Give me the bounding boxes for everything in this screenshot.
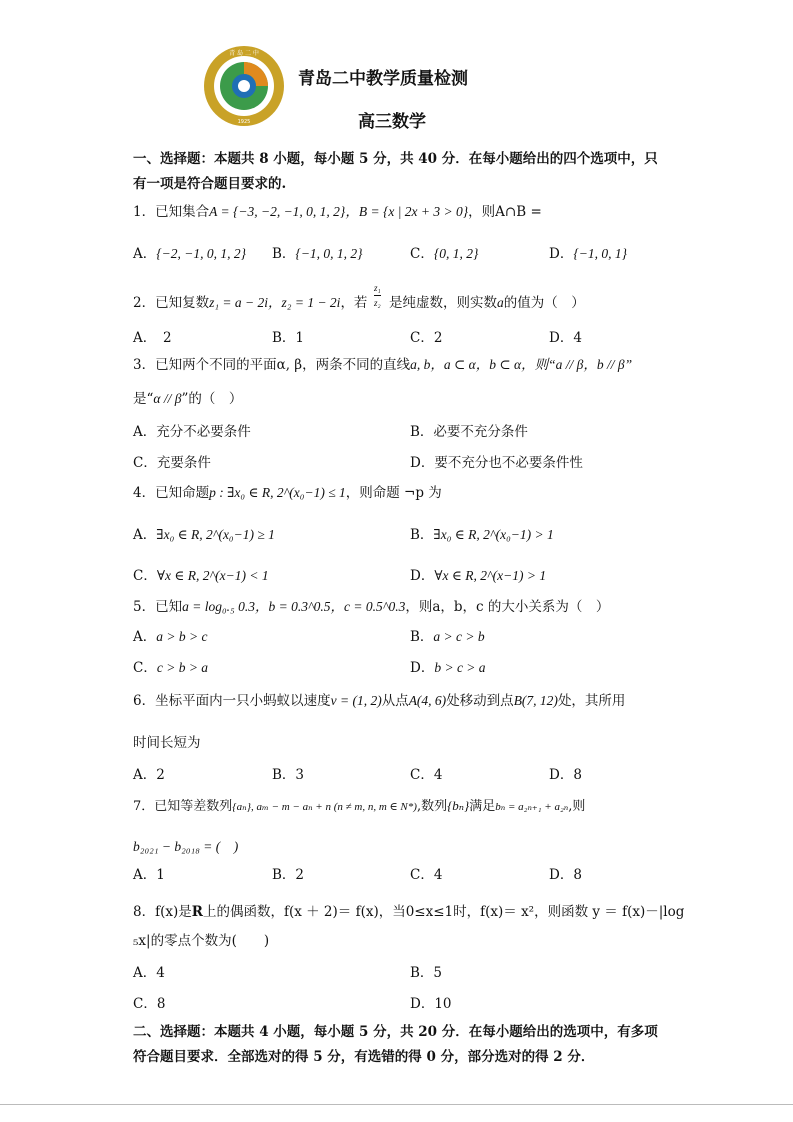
q1-stem-text: 1．已知集合	[133, 204, 210, 220]
q6-line2: 时间长短为	[133, 735, 201, 751]
q2-tail: 是纯虚数，则实数a的值为（ ）	[389, 295, 585, 311]
q4-option-d: D．∀x ∈ R, 2^(x−1) > 1	[410, 568, 547, 584]
q2-fraction: z₁ z₂	[374, 283, 381, 308]
q7-option-d: D．8	[549, 867, 582, 883]
q1-option-b: B．{−1, 0, 1, 2}	[272, 246, 363, 262]
q2-stem: 2．已知复数z₁ = a − 2i，z₂ = 1 − 2i，若	[133, 295, 368, 311]
q1-option-d: D．{−1, 0, 1}	[549, 246, 627, 262]
q8-option-b: B．5	[410, 965, 443, 981]
logo-top-text: 青 岛 二 中	[229, 50, 259, 57]
page-title: 青岛二中教学质量检测	[298, 69, 468, 89]
q1-option-c: C．{0, 1, 2}	[410, 246, 479, 262]
school-logo-icon	[202, 44, 286, 128]
q6-option-a: A．2	[133, 767, 165, 783]
q2-option-b: B．1	[272, 330, 305, 346]
q2-option-a: A． 2	[133, 330, 172, 346]
q5-option-d: D．b > c > a	[410, 660, 486, 676]
q4-option-c: C．∀x ∈ R, 2^(x−1) < 1	[133, 568, 269, 584]
q7-option-a: A．1	[133, 867, 165, 883]
q2-option-d: D．4	[549, 330, 582, 346]
q4-stem: 4．已知命题p : ∃x₀ ∈ R, 2^(x₀−1) ≤ 1，则命题 ¬p 为	[133, 485, 442, 501]
q3-option-d: D．要不充分也不必要条件性	[410, 455, 583, 471]
page-bottom-rule	[0, 1104, 793, 1105]
q5-option-c: C．c > b > a	[133, 660, 209, 676]
q1-option-a: A．{−2, −1, 0, 1, 2}	[133, 246, 247, 262]
q2-option-c: C．2	[410, 330, 443, 346]
q3-option-c: C．充要条件	[133, 455, 211, 471]
q3-line2: 是“α // β”的（ ）	[133, 391, 243, 407]
q1-setB: ，B = {x | 2x + 3 > 0}	[345, 204, 469, 219]
section2-line2: 符合题目要求．全部选对的得 5 分，有选错的得 0 分，部分选对的得 2 分．	[133, 1049, 595, 1065]
q7-option-c: C．4	[410, 867, 443, 883]
q1-setA: A = {−3, −2, −1, 0, 1, 2}	[209, 204, 346, 219]
q1-stem	[133, 200, 542, 220]
q3-option-b: B．必要不充分条件	[410, 424, 528, 440]
section1-line1: 一、选择题：本题共 8 小题，每小题 5 分，共 40 分．在每小题给出的四个选项中，只	[133, 151, 658, 167]
section1-line2: 有一项是符合题目要求的.	[133, 176, 287, 192]
q8-option-d: D．10	[410, 996, 452, 1012]
q8-line2: ₅x|的零点个数为( )	[133, 933, 270, 949]
q6-option-d: D．8	[549, 767, 582, 783]
q4-option-a: A．∃x₀ ∈ R, 2^(x₀−1) ≥ 1	[133, 527, 275, 543]
section2-line1: 二、选择题：本题共 4 小题，每小题 5 分，共 20 分．在每小题给出的选项中，有多项	[133, 1024, 658, 1040]
q8-option-a: A．4	[133, 965, 165, 981]
q8-line1: 8．f(x)是R上的偶函数，f(x ＋ 2)＝ f(x)，当0≤x≤1时，f(x)＝ x²，则函数 y ＝ f(x)－|log	[133, 904, 685, 920]
q3-line1: 3．已知两个不同的平面α, β，两条不同的直线a, b，a ⊂ α，b ⊂ α，则“a // β，b // β”	[133, 357, 633, 373]
logo-year: 1925	[237, 119, 251, 125]
q4-option-b: B．∃x₀ ∈ R, 2^(x₀−1) > 1	[410, 527, 554, 543]
page-subtitle: 高三数学	[358, 112, 426, 132]
q3-option-a: A．充分不必要条件	[133, 424, 251, 440]
q6-line1: 6．坐标平面内一只小蚂蚁以速度v = (1, 2)从点A(4, 6)处移动到点B(7, 12)处，其所用	[133, 693, 626, 709]
q6-option-b: B．3	[272, 767, 305, 783]
q7-stem: 7．已知等差数列{aₙ}, aₘ − m − aₙ + n (n ≠ m, n, m ∈ N*),数列{bₙ}满足bₙ = a₂ₙ₊₁ + a₂ₙ,则	[133, 798, 586, 814]
q6-option-c: C．4	[410, 767, 443, 783]
q7-line2: b₂₀₂₁ − b₂₀₁₈ = ( )	[133, 839, 239, 854]
q5-stem: 5．已知a = log₀.₅ 0.3，b = 0.3^0.5，c = 0.5^0.3，则a，b，c 的大小关系为（ ）	[133, 599, 610, 615]
q5-option-b: B．a > c > b	[410, 629, 485, 645]
q7-option-b: B．2	[272, 867, 305, 883]
q5-option-a: A．a > b > c	[133, 629, 208, 645]
q1-tail: ，则A∩B =	[468, 204, 542, 220]
q8-option-c: C．8	[133, 996, 166, 1012]
